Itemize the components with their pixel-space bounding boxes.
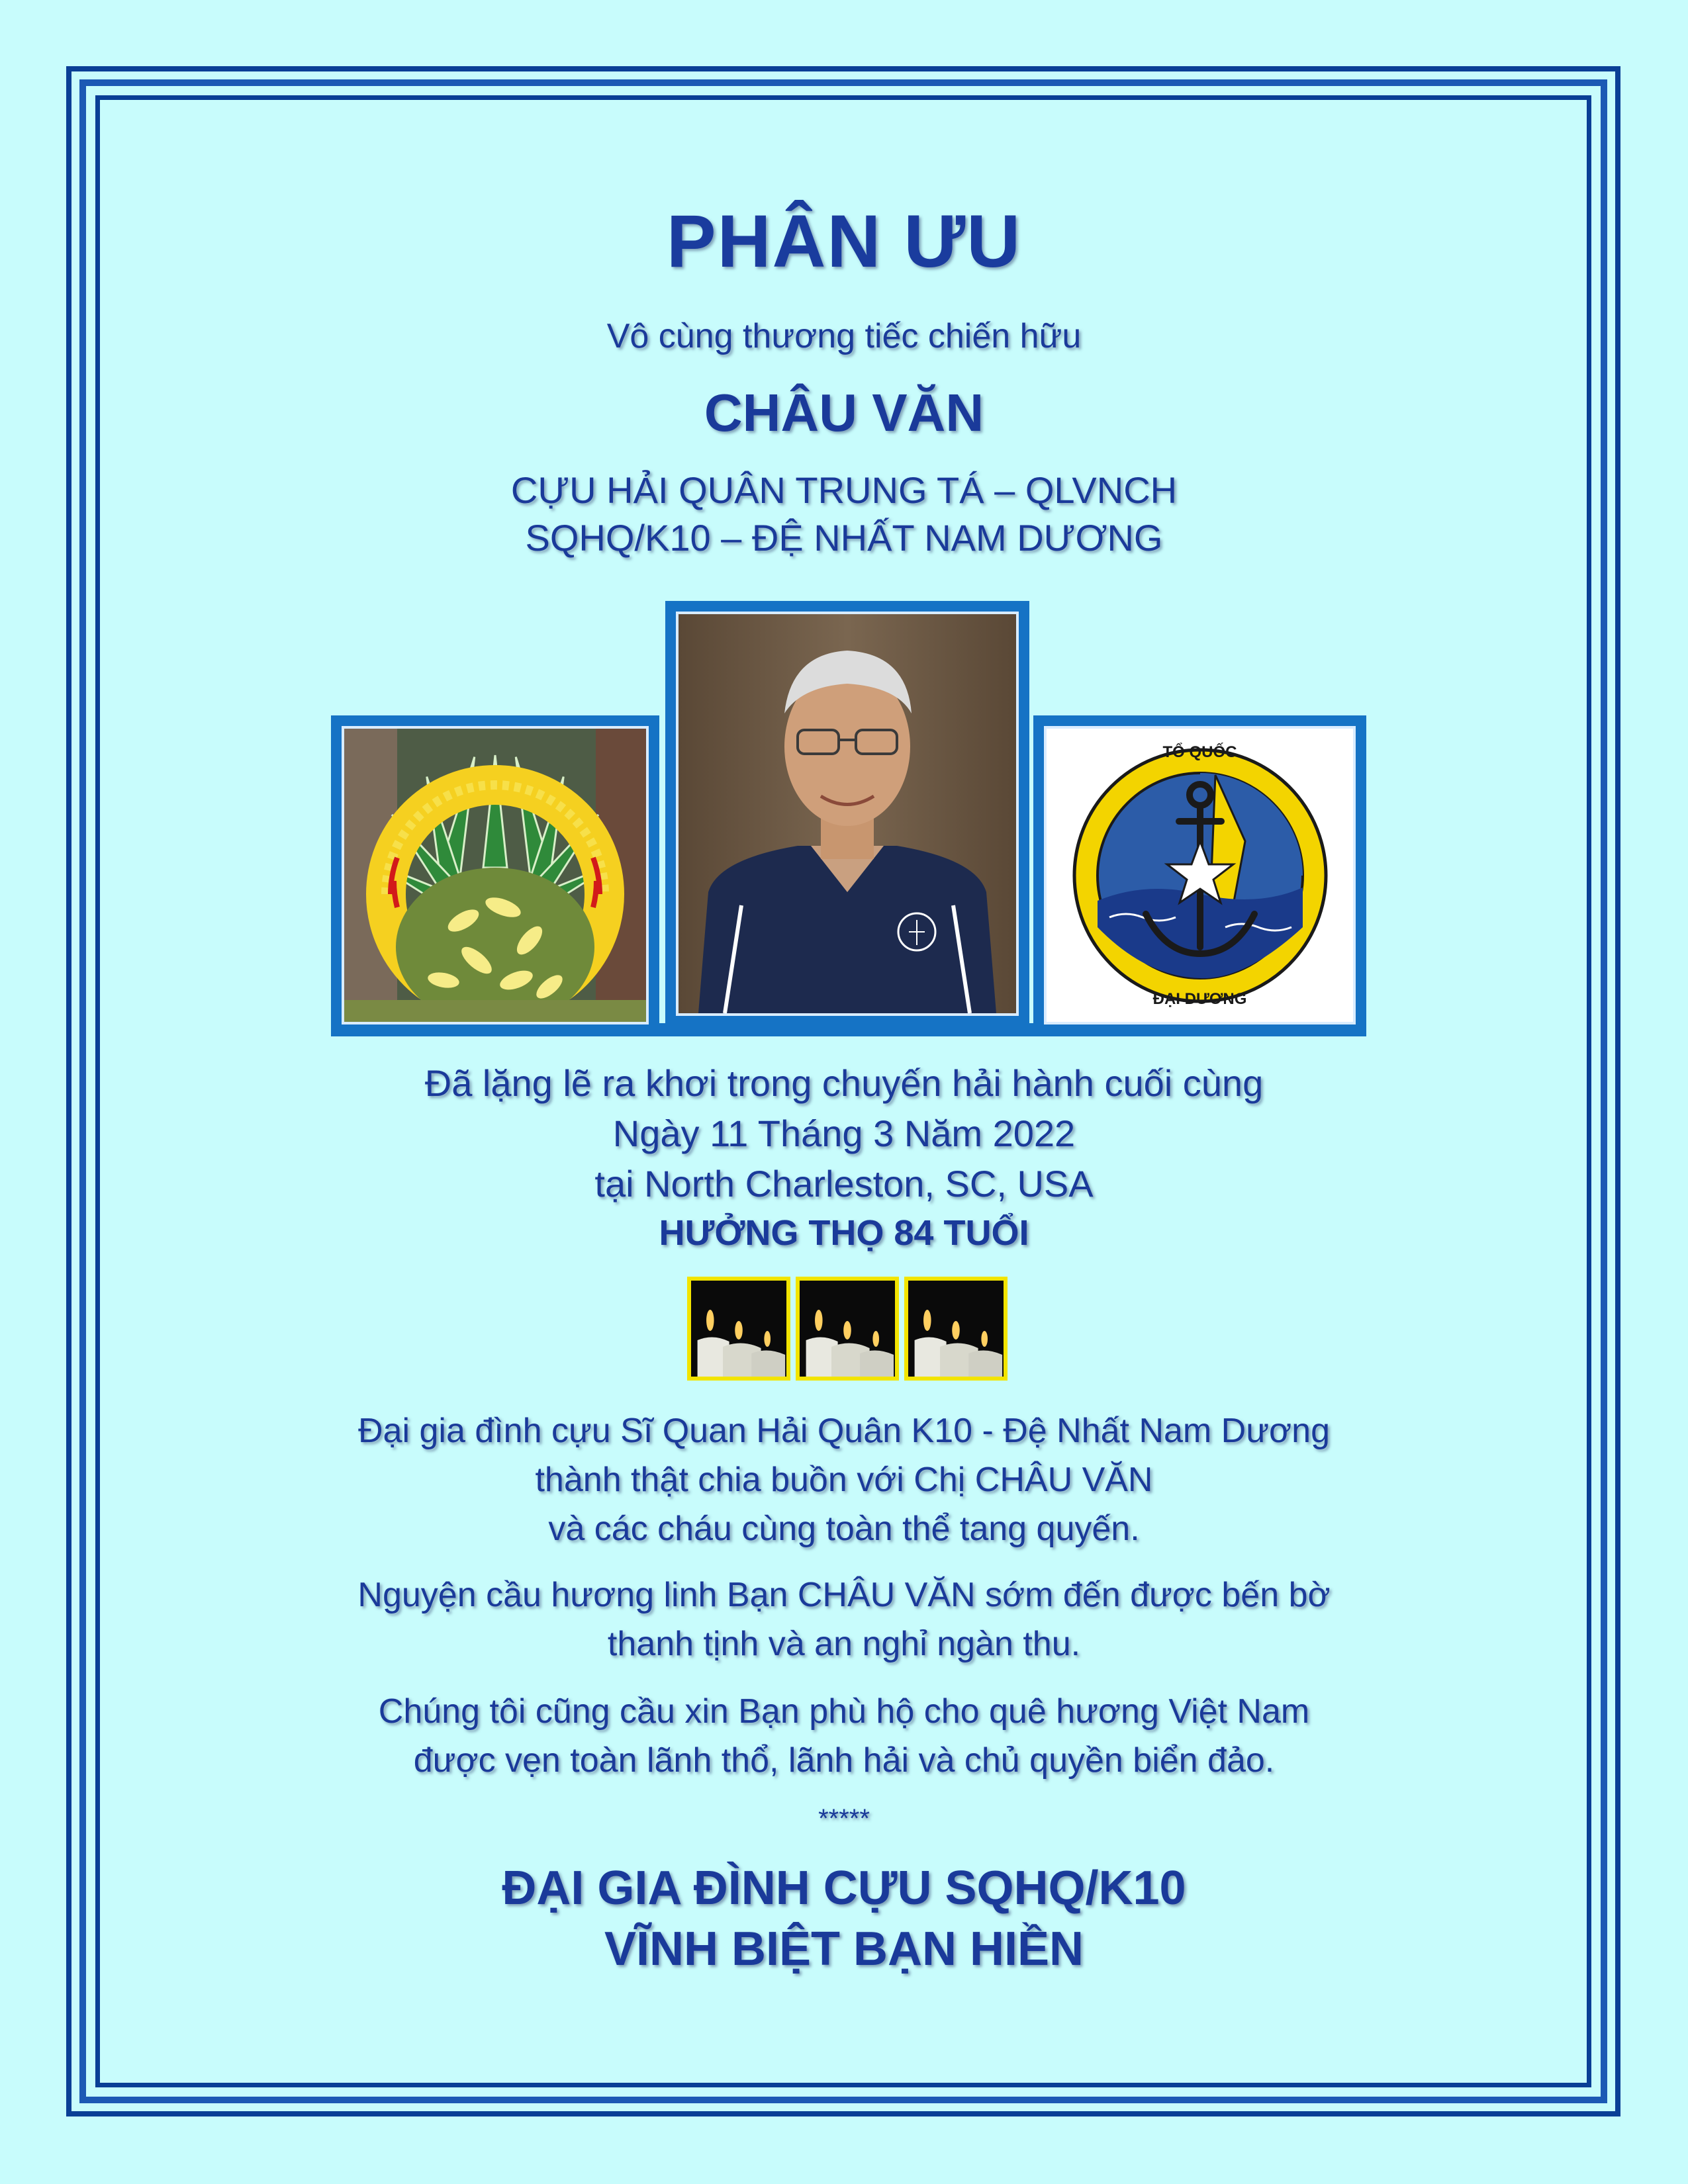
candle-icon bbox=[908, 1281, 1004, 1377]
passing-location: tại North Charleston, SC, USA bbox=[594, 1163, 1094, 1205]
condolence-line-2: thành thật chia buồn với Chị CHÂU VĂN bbox=[535, 1461, 1153, 1499]
wish-line-1: Chúng tôi cũng cầu xin Bạn phù hộ cho quê hương Việt Nam bbox=[378, 1692, 1310, 1731]
closing-line-1: ĐẠI GIA ĐÌNH CỰU SQHQ/K10 bbox=[502, 1862, 1186, 1915]
candles-strip bbox=[687, 1277, 1008, 1381]
age-line: HƯỞNG THỌ 84 TUỔI bbox=[659, 1213, 1029, 1253]
separator: ***** bbox=[818, 1804, 870, 1833]
anchor-emblem-icon bbox=[1047, 729, 1353, 1022]
closing-line-2: VĨNH BIỆT BẠN HIỀN bbox=[604, 1923, 1084, 1976]
condolence-line-1: Đại gia đình cựu Sĩ Quan Hải Quân K10 - Đệ Nhất Nam Dương bbox=[358, 1412, 1330, 1450]
navy-emblem-image bbox=[1033, 715, 1366, 1035]
candle-icon bbox=[691, 1281, 786, 1377]
passing-line: Đã lặng lẽ ra khơi trong chuyến hải hành cuối cùng bbox=[424, 1062, 1264, 1104]
candle-tile bbox=[687, 1277, 790, 1381]
emblem-bottom-text: ĐẠI DƯƠNG bbox=[1152, 990, 1247, 1008]
page-title: PHÂN ƯU bbox=[666, 200, 1022, 283]
wish-line-2: được vẹn toàn lãnh thổ, lãnh hải và chủ quyền biển đảo. bbox=[413, 1741, 1275, 1780]
subtitle: Vô cùng thương tiếc chiến hữu bbox=[606, 317, 1082, 355]
portrait-photo bbox=[665, 601, 1029, 1026]
candle-icon bbox=[800, 1281, 895, 1377]
deceased-name: CHÂU VĂN bbox=[704, 383, 984, 442]
candle-tile bbox=[796, 1277, 899, 1381]
rank-line-2: SQHQ/K10 – ĐỆ NHẤT NAM DƯƠNG bbox=[525, 517, 1163, 559]
candle-tile bbox=[904, 1277, 1008, 1381]
flower-wreath-image bbox=[331, 715, 659, 1035]
passing-date: Ngày 11 Tháng 3 Năm 2022 bbox=[612, 1113, 1076, 1154]
portrait-icon bbox=[679, 614, 1016, 1013]
flower-wreath-icon bbox=[344, 729, 646, 1022]
prayer-line-1: Nguyện cầu hương linh Bạn CHÂU VĂN sớm đến được bến bờ bbox=[357, 1576, 1331, 1614]
condolence-line-3: và các cháu cùng toàn thể tang quyến. bbox=[548, 1510, 1140, 1548]
emblem-top-text: TỔ QUỐC bbox=[1162, 743, 1237, 761]
rank-line-1: CỰU HẢI QUÂN TRUNG TÁ – QLVNCH bbox=[510, 469, 1178, 511]
prayer-line-2: thanh tịnh và an nghỉ ngàn thu. bbox=[607, 1625, 1081, 1663]
